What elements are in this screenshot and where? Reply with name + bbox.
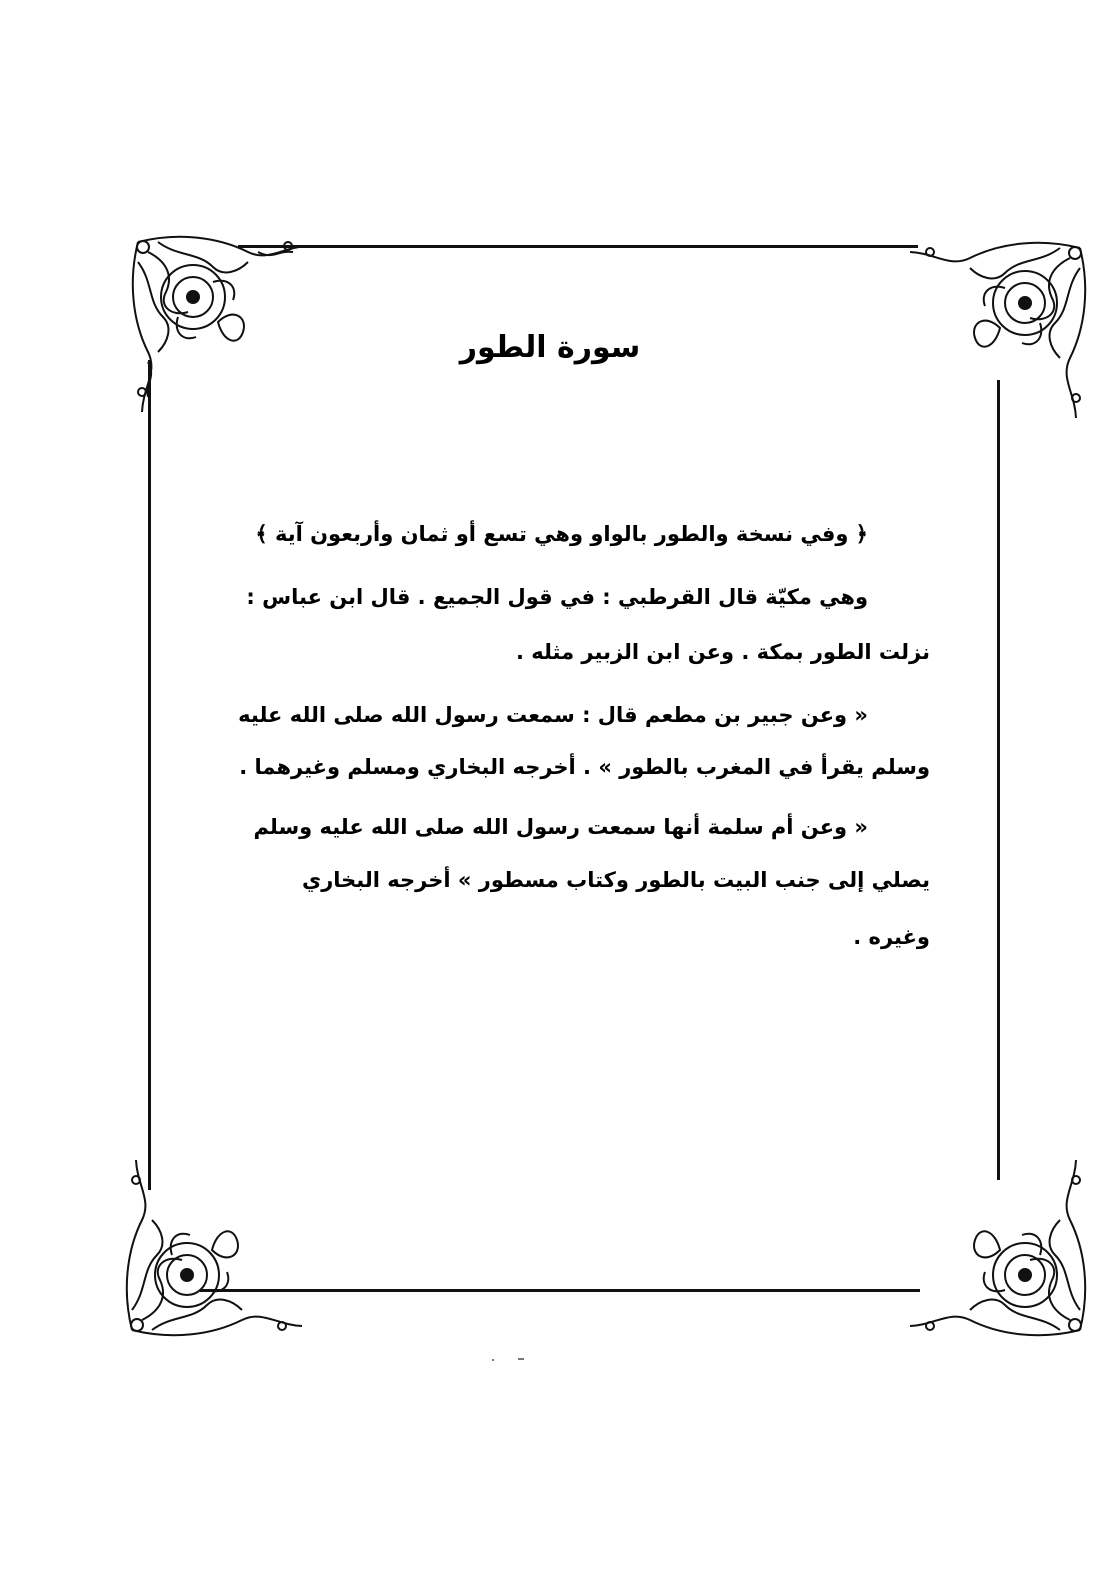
border-right — [997, 380, 1000, 1180]
corner-ornament-bottom-left — [112, 1150, 312, 1350]
border-left — [148, 360, 151, 1190]
surah-title: سورة الطور — [459, 330, 641, 365]
surah-info-line: ﴿ وفي نسخة والطور بالواو وهي تسع أو ثمان وأربعون آية ﴾ — [255, 522, 868, 546]
body-text-line: نزلت الطور بمكة . وعن ابن الزبير مثله . — [515, 640, 930, 664]
body-text-line: وهي مكيّة قال القرطبي : في قول الجميع . قال ابن عباس : — [246, 585, 868, 609]
corner-ornament-top-right — [900, 228, 1100, 428]
corner-ornament-bottom-right — [900, 1150, 1100, 1350]
body-text-line: وغيره . — [853, 925, 930, 949]
body-text-line: وسلم يقرأ في المغرب بالطور » . أخرجه البخاري ومسلم وغيرهما . — [239, 755, 930, 779]
body-text-line: « وعن جبير بن مطعم قال : سمعت رسول الله صلى الله عليه — [238, 703, 868, 727]
border-top — [238, 245, 918, 248]
body-text-line: « وعن أم سلمة أنها سمعت رسول الله صلى الله عليه وسلم — [253, 815, 868, 839]
body-text-line: يصلي إلى جنب البيت بالطور وكتاب مسطور » أخرجه البخاري — [301, 868, 930, 892]
scan-specks — [490, 1357, 530, 1363]
corner-ornament-top-left — [118, 222, 318, 422]
